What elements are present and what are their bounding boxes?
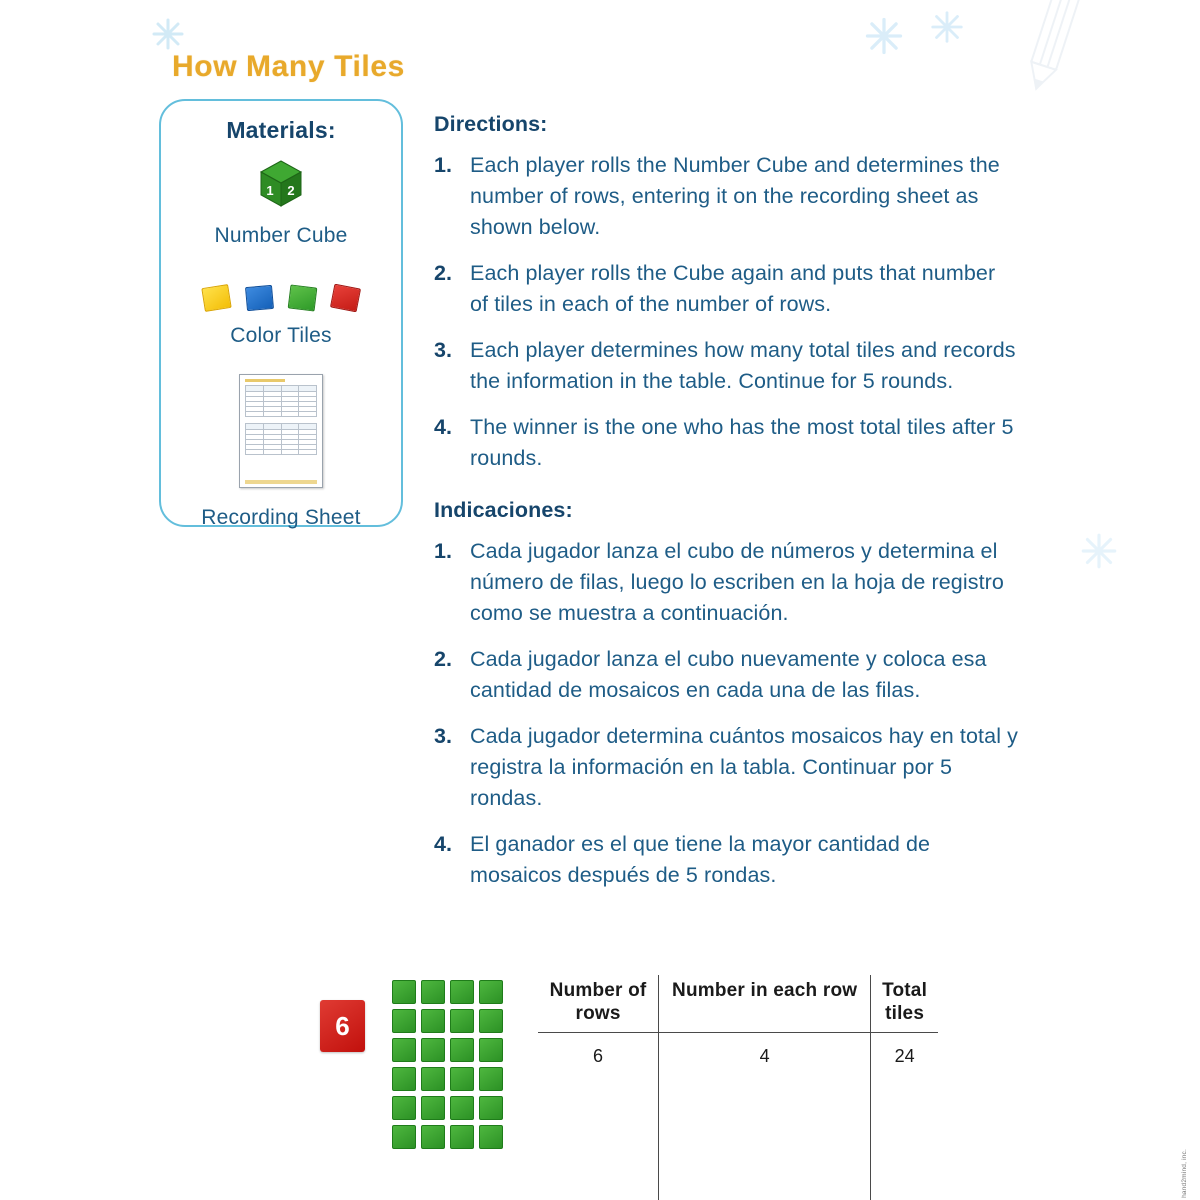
- array-tile: [392, 1009, 416, 1033]
- array-tile: [421, 1096, 445, 1120]
- indicaciones-list: [434, 536, 1019, 891]
- material-label-number-cube: Number Cube: [214, 224, 348, 247]
- example-section: [320, 975, 940, 1175]
- svg-text:2: 2: [287, 183, 295, 198]
- sparkle-icon: [928, 8, 966, 46]
- array-tile: [450, 1009, 474, 1033]
- step-text: El ganador es el que tiene la mayor cantidad de mosaicos después de 5 rondas.: [470, 832, 931, 887]
- die-value-card: 6: [320, 1000, 365, 1052]
- array-tile: [392, 1125, 416, 1149]
- cell-total-tiles: 24: [894, 1046, 915, 1066]
- array-tile: [479, 1125, 503, 1149]
- step-text: Cada jugador determina cuántos mosaicos hay en total y registra la información en la tabla. Continuar por 5 rondas.: [470, 724, 1018, 810]
- copyright-text: hand2mind, inc.: [1181, 1149, 1188, 1198]
- array-tile: [479, 1067, 503, 1091]
- step-number: 2.: [434, 261, 453, 285]
- array-tile: [421, 980, 445, 1004]
- array-tile: [392, 1096, 416, 1120]
- array-tile: [450, 1038, 474, 1062]
- materials-heading: Materials:: [226, 117, 336, 143]
- step-number: 3.: [434, 724, 453, 748]
- directions-list: [434, 150, 1019, 474]
- color-tile-blue: [245, 285, 274, 311]
- step-text: Cada jugador lanza el cubo de números y determina el número de filas, luego lo escriben en la hoja de registro como se muestra a continuación.: [470, 539, 1004, 625]
- list-item: [434, 258, 1019, 320]
- cell-number-of-rows: 6: [538, 1033, 659, 1200]
- list-item: [434, 644, 1019, 706]
- sparkle-icon: [862, 14, 906, 58]
- material-label-recording-sheet: Recording Sheet: [201, 506, 361, 529]
- array-tile: [450, 980, 474, 1004]
- step-text: Each player rolls the Number Cube and determines the number of rows, entering it on the recording sheet as shown below.: [470, 153, 1000, 239]
- array-tile: [421, 1038, 445, 1062]
- array-tile: [450, 1125, 474, 1149]
- color-tile-red: [330, 284, 361, 313]
- step-number: 4.: [434, 415, 453, 439]
- pencil-icon: [1012, 0, 1082, 104]
- sparkle-icon: [148, 14, 188, 54]
- array-tile: [479, 1009, 503, 1033]
- recording-sheet-illustration: [161, 374, 401, 488]
- color-tiles-illustration: [161, 286, 401, 310]
- array-tile: [392, 1067, 416, 1091]
- indicaciones-heading: Indicaciones:: [434, 498, 573, 522]
- step-text: The winner is the one who has the most total tiles after 5 rounds.: [470, 415, 1014, 470]
- array-tile: [421, 1067, 445, 1091]
- column-header-number-in-each-row: Number in each row: [659, 975, 871, 1033]
- table-header-row: [538, 975, 938, 1033]
- column-header-total-tiles: Total tiles: [871, 975, 938, 1033]
- material-label-color-tiles: Color Tiles: [230, 324, 332, 347]
- column-header-number-of-rows: Number of rows: [538, 975, 659, 1033]
- array-tile: [392, 1038, 416, 1062]
- tile-array: [392, 980, 503, 1149]
- array-tile: [421, 1125, 445, 1149]
- recording-sheet-icon: [239, 374, 323, 488]
- cell-number-in-each-row: 4: [659, 1033, 871, 1200]
- step-text: Each player determines how many total tiles and records the information in the table. Continue for 5 rounds.: [470, 338, 1016, 393]
- array-tile: [392, 980, 416, 1004]
- step-number: 1.: [434, 153, 453, 177]
- color-tile-yellow: [201, 284, 231, 312]
- array-tile: [479, 1038, 503, 1062]
- table-row: [538, 1033, 938, 1200]
- step-number: 3.: [434, 338, 453, 362]
- array-tile: [450, 1096, 474, 1120]
- step-number: 4.: [434, 832, 453, 856]
- list-item: [434, 150, 1019, 243]
- array-tile: [450, 1067, 474, 1091]
- step-text: Cada jugador lanza el cubo nuevamente y coloca esa cantidad de mosaicos en cada una de las filas.: [470, 647, 987, 702]
- color-tile-green: [288, 284, 318, 311]
- list-item: [434, 829, 1019, 891]
- svg-text:1: 1: [266, 183, 274, 198]
- sparkle-icon: [1078, 530, 1120, 572]
- list-item: [434, 536, 1019, 629]
- example-table: [538, 975, 938, 1200]
- step-text: Each player rolls the Cube again and puts that number of tiles in each of the number of rows.: [470, 261, 996, 316]
- number-cube-illustration: [161, 156, 401, 214]
- page-title: How Many Tiles: [172, 50, 405, 83]
- materials-panel: [159, 99, 403, 527]
- array-tile: [421, 1009, 445, 1033]
- number-cube-icon: [253, 156, 309, 214]
- list-item: [434, 335, 1019, 397]
- list-item: [434, 412, 1019, 474]
- step-number: 1.: [434, 539, 453, 563]
- list-item: [434, 721, 1019, 814]
- array-tile: [479, 980, 503, 1004]
- step-number: 2.: [434, 647, 453, 671]
- directions-heading: Directions:: [434, 112, 548, 136]
- instructions-column: [434, 112, 1019, 906]
- array-tile: [479, 1096, 503, 1120]
